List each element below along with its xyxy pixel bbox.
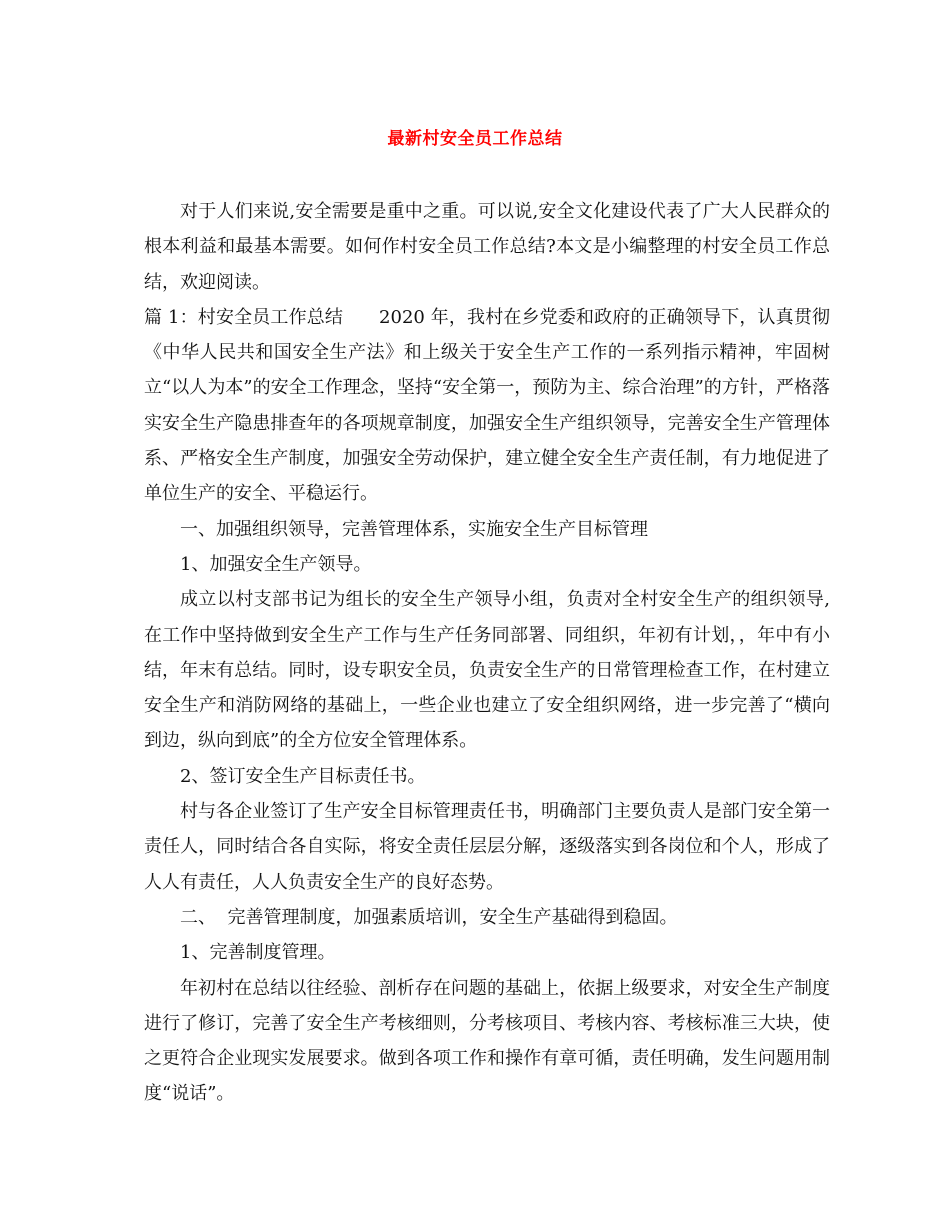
paragraph-leadership: 成立以村支部书记为组长的安全生产领导小组，负责对全村安全生产的组织领导,在工作中坚持做到安全生产工作与生产任务同部署、同组织，年初有计划，，年中有小结，年末有总结。同时，设专职安全员，负责安全生产的日常管理检查工作，在村建立安全生产和消防网络的基础上，一些企业也建立了安全组织网络，进一步完善了“横向到边，纵向到底”的全方位安全管理体系。	[144, 589, 830, 752]
section-heading-1: 一、加强组织领导，完善管理体系，实施安全生产目标管理	[180, 518, 648, 540]
subsection-heading-2-1: 1、完善制度管理。	[180, 942, 336, 964]
paragraph-intro: 对于人们来说,安全需要是重中之重。可以说,安全文化建设代表了广大人民群众的根本利益和最基本需要。如何作村安全员工作总结?本文是小编整理的村安全员工作总结，欢迎阅读。	[144, 201, 830, 293]
section-heading-2: 二、 完善管理制度，加强素质培训，安全生产基础得到稳固。	[180, 906, 678, 928]
paragraph-system: 年初村在总结以往经验、剖析存在问题的基础上，依据上级要求，对安全生产制度进行了修订，完善了安全生产考核细则，分考核项目、考核内容、考核标准三大块，使之更符合企业现实发展要求。做到各项工作和操作有章可循，责任明确，发生问题用制度“说话”。	[144, 977, 830, 1105]
document-title: 最新村安全员工作总结	[387, 129, 563, 149]
paragraph-responsibility: 村与各企业签订了生产安全目标管理责任书，明确部门主要负责人是部门安全第一责任人，同时结合各自实际，将安全责任层层分解，逐级落实到各岗位和个人，形成了人人有责任，人人负责安全生产的良好态势。	[144, 801, 830, 893]
paragraph-chapter-1	[144, 300, 830, 512]
document-body	[144, 194, 830, 1112]
chapter-text: 2020 年，我村在乡党委和政府的正确领导下，认真贯彻《中华人民共和国安全生产法》和上级关于安全生产工作的一系列指示精神，牢固树立“以人为本”的安全工作理念，坚持“安全第一，预防为主、综合治理”的方针，严格落实安全生产隐患排查年的各项规章制度，加强安全生产组织领导，完善安全生产管理体系、严格安全生产制度，加强安全劳动保护，建立健全安全生产责任制，有力地促进了单位生产的安全、平稳运行。	[144, 306, 830, 505]
chapter-heading: 篇 1：村安全员工作总结	[144, 306, 344, 328]
subsection-heading-1-1: 1、加强安全生产领导。	[180, 553, 372, 575]
subsection-heading-1-2: 2、签订安全生产目标责任书。	[180, 765, 426, 787]
